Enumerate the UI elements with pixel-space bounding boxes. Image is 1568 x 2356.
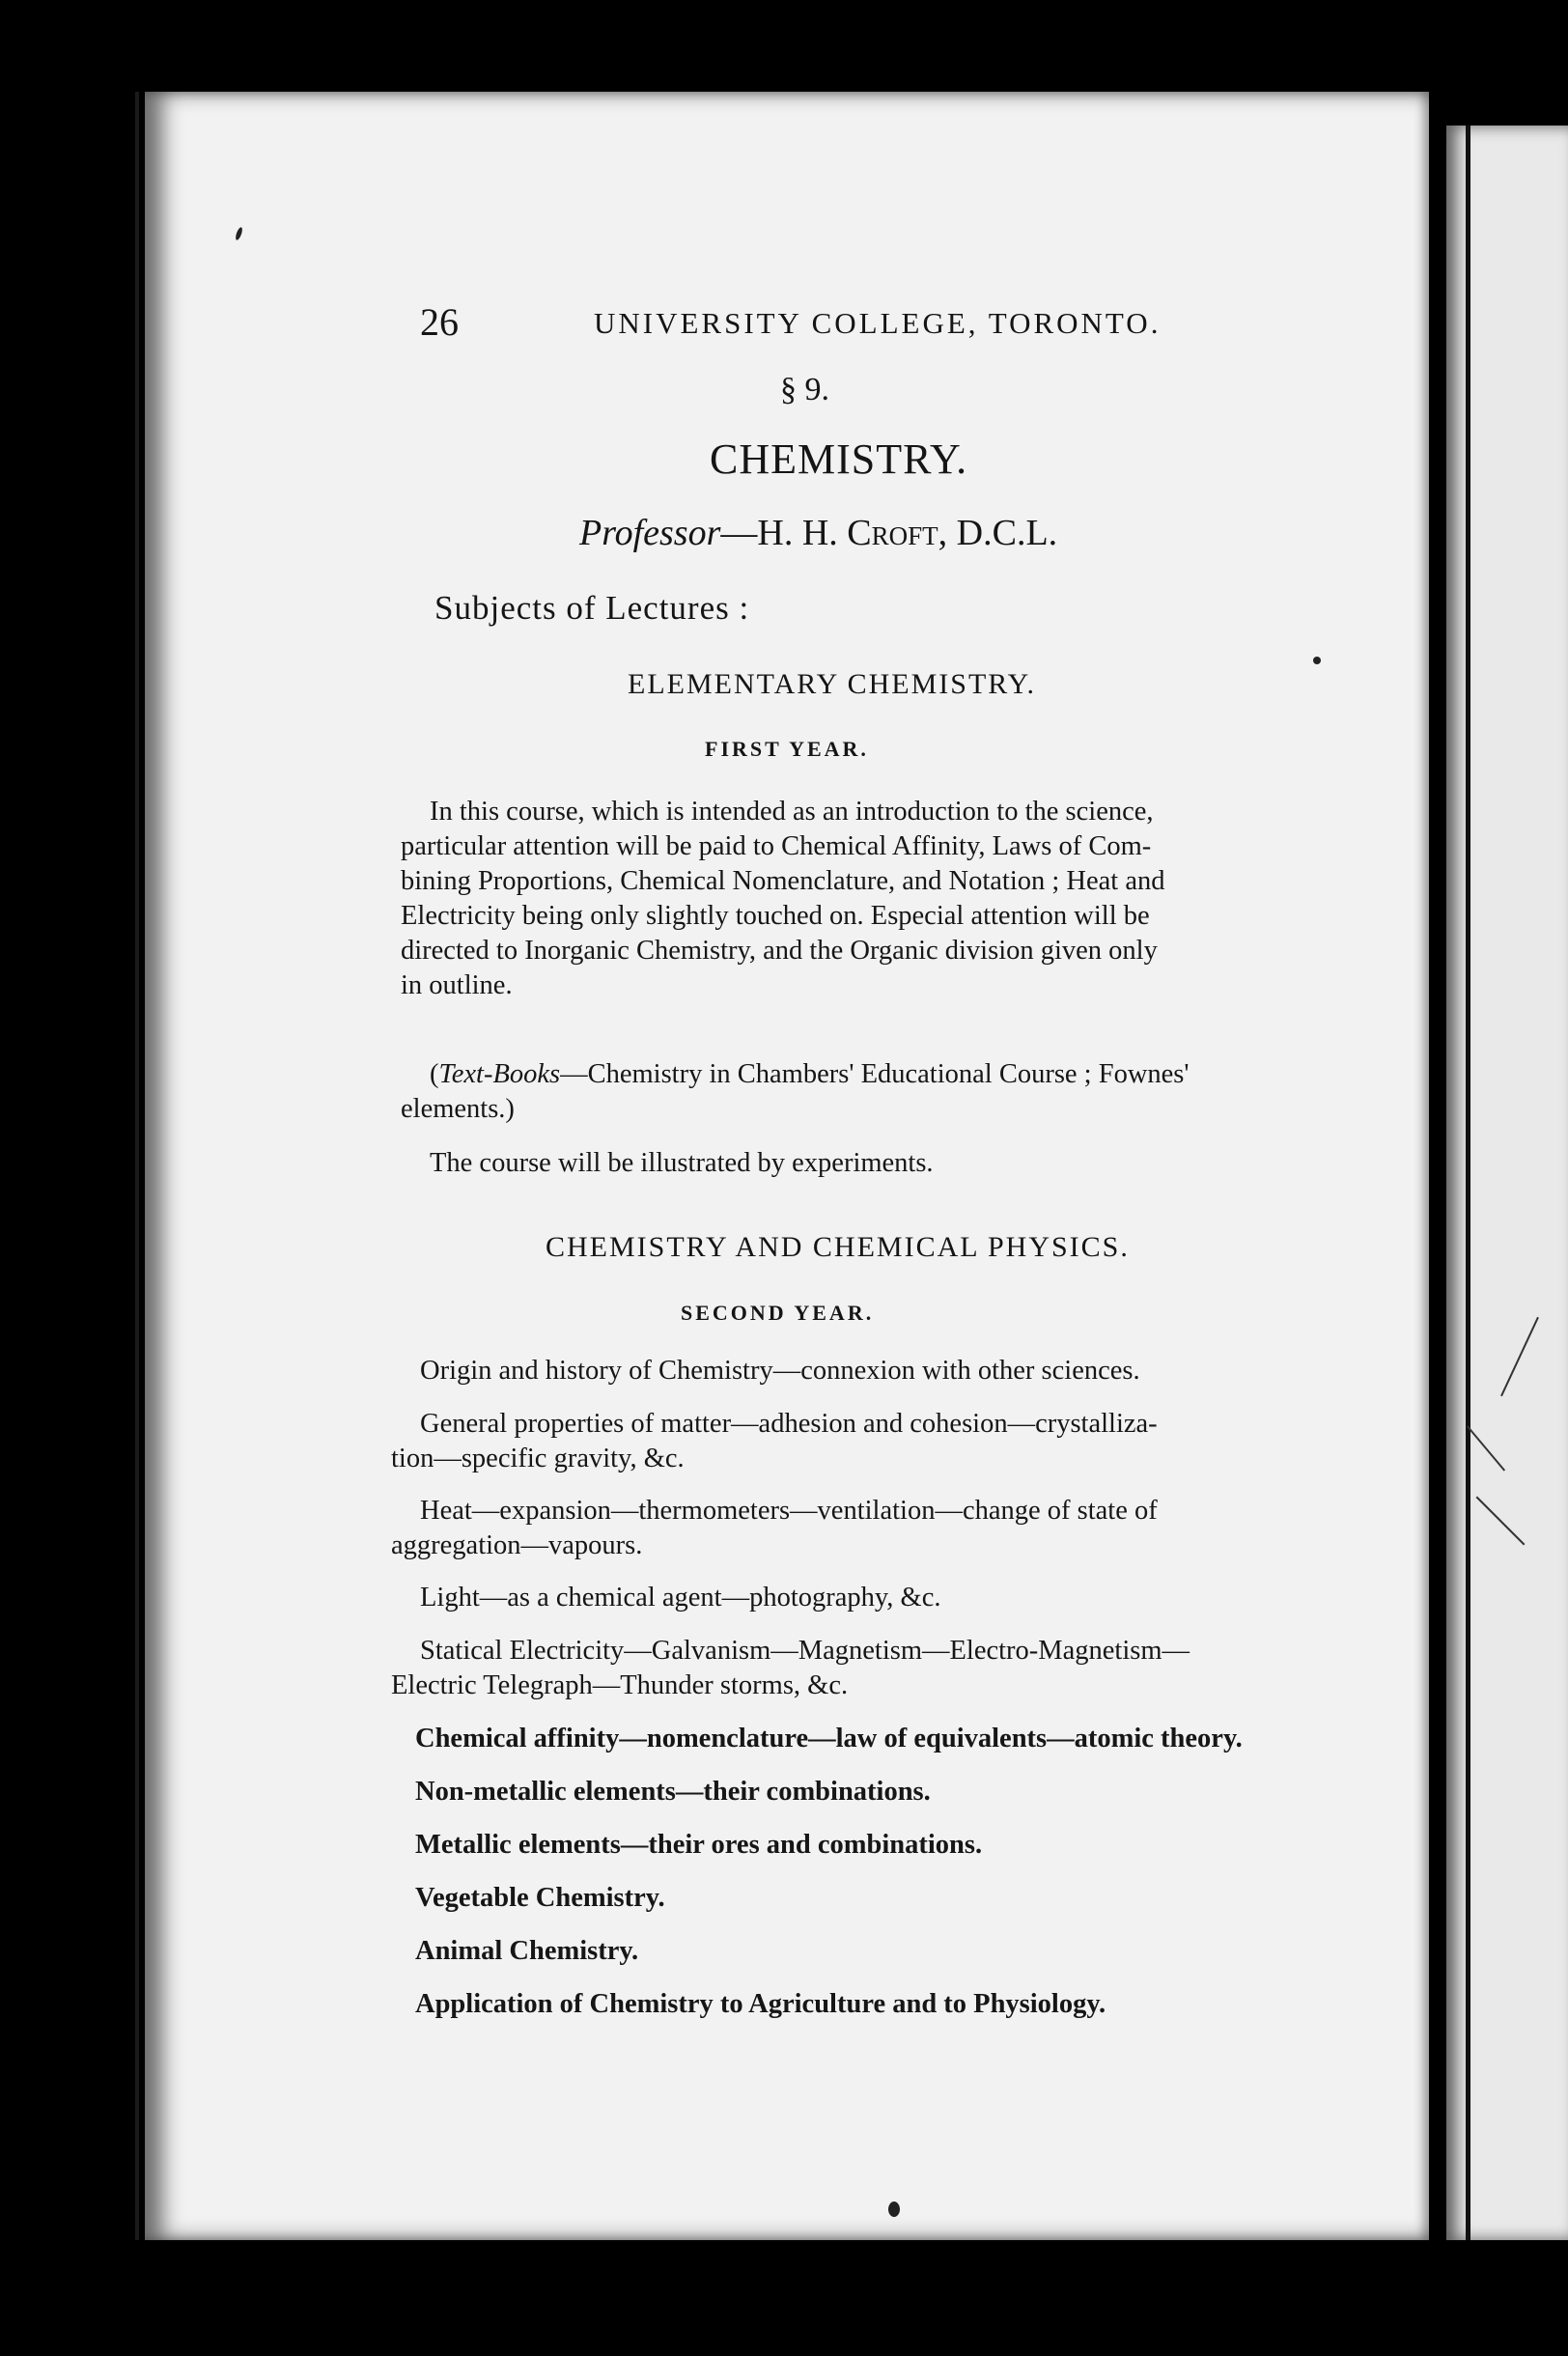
section-mark: § 9. (780, 372, 829, 407)
subjects-label: Subjects of Lectures : (434, 589, 750, 627)
topic-general-properties: General properties of matter—adhesion and cohesion—crystalliza- tion—specific gravity, &c. (391, 1409, 1158, 1473)
year-label-first: FIRST YEAR. (705, 737, 869, 761)
page-number: 26 (420, 300, 459, 344)
topic-origin: Origin and history of Chemistry—connexion with other sciences. (420, 1356, 1140, 1386)
illustration-note: The course will be illustrated by experiments. (430, 1148, 934, 1178)
topic-animal: Animal Chemistry. (415, 1936, 639, 1966)
description-line: directed to Inorganic Chemistry, and the Organic division given only (401, 936, 1158, 966)
textbooks-note: (Text-Books—Chemistry in Chambers' Educational Course ; Fownes' elements.) (401, 1059, 1190, 1124)
topic-non-metallic: Non-metallic elements—their combinations. (415, 1777, 931, 1807)
topic-chemical-affinity: Chemical affinity—nomenclature—law of equivalents—atomic theory. (415, 1724, 1243, 1753)
description-line: in outline. (401, 970, 513, 1000)
description-line: In this course, which is intended as an introduction to the science, (430, 797, 1154, 827)
topic-light: Light—as a chemical agent—photography, &c. (420, 1583, 941, 1613)
course-heading-elementary: ELEMENTARY CHEMISTRY. (628, 668, 1036, 700)
ink-speck (1313, 657, 1321, 664)
professor-surname: Croft (847, 513, 938, 553)
scanned-page (145, 92, 1429, 2240)
professor-line (579, 512, 1057, 554)
description-line: particular attention will be paid to Chemical Affinity, Laws of Com- (401, 831, 1152, 861)
section-title: CHEMISTRY. (710, 435, 968, 483)
page-binding-edge (135, 92, 139, 2240)
professor-role: Professor (579, 513, 721, 553)
running-head: UNIVERSITY COLLEGE, TORONTO. (594, 306, 1162, 340)
description-line: Electricity being only slightly touched on. Especial attention will be (401, 901, 1150, 931)
topic-application: Application of Chemistry to Agriculture and to Physiology. (415, 1989, 1106, 2019)
topic-metallic: Metallic elements—their ores and combinations. (415, 1830, 983, 1860)
professor-initials: —H. H. (720, 513, 848, 553)
topic-electricity: Statical Electricity—Galvanism—Magnetism—Electro-Magnetism— Electric Telegraph—Thunder storms, &c. (391, 1636, 1190, 1700)
year-label-second: SECOND YEAR. (681, 1301, 875, 1325)
description-line: bining Proportions, Chemical Nomenclature, and Notation ; Heat and (401, 866, 1165, 896)
textbooks-label: Text-Books (438, 1059, 561, 1089)
adjacent-page-edge (1446, 126, 1568, 2240)
topic-heat: Heat—expansion—thermometers—ventilation—change of state of aggregation—vapours. (391, 1496, 1158, 1560)
ink-speck (888, 2202, 900, 2217)
topic-vegetable: Vegetable Chemistry. (415, 1883, 665, 1913)
course-heading-physics: CHEMISTRY AND CHEMICAL PHYSICS. (546, 1231, 1130, 1263)
course-description (401, 795, 1366, 1003)
professor-degree: , D.C.L. (938, 513, 1058, 553)
ink-speck (235, 227, 243, 241)
